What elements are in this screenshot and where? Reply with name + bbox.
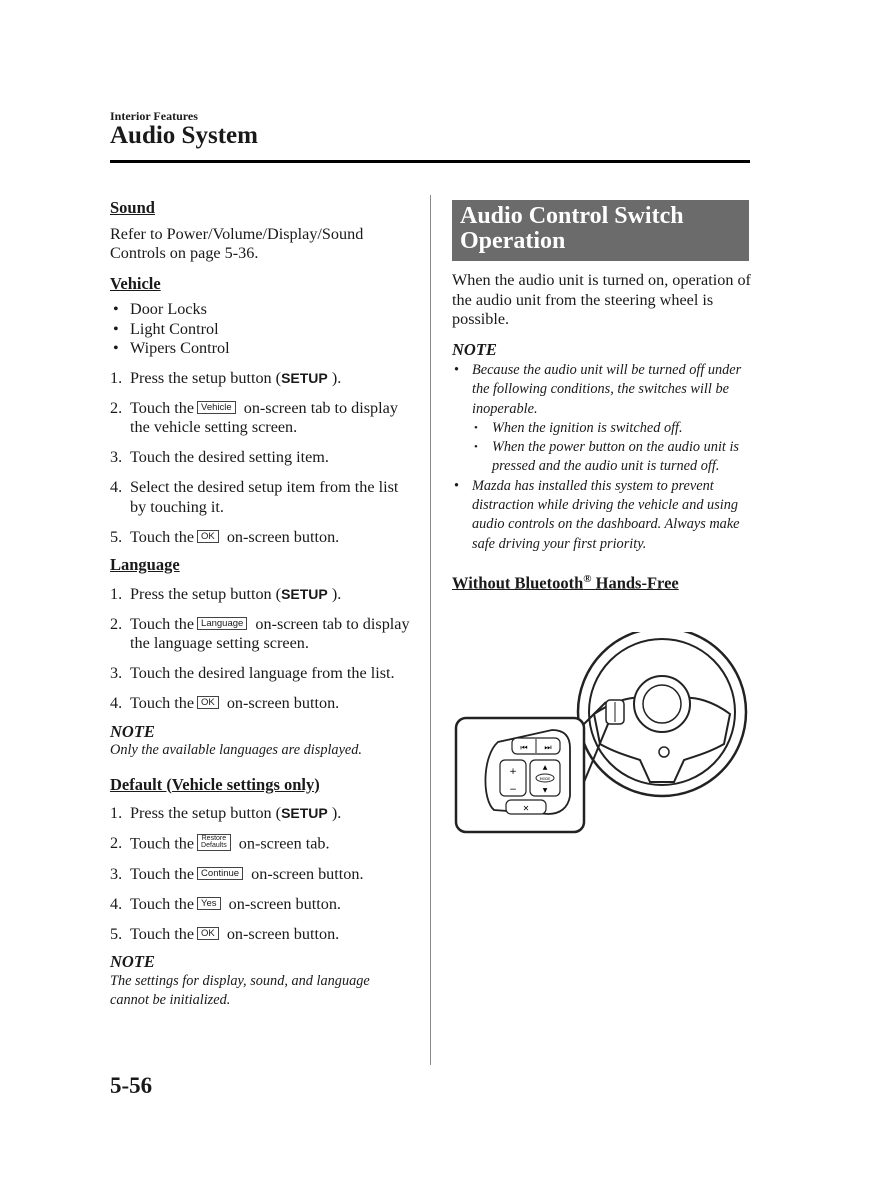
default-steps [110, 804, 410, 944]
step-item: 3. Touch the Continue on-screen button. [110, 864, 364, 883]
list-item: • Because the audio unit will be turned off under the following conditions, the switches will be inoperable. • When the ignition is switched off. • When the power button on the audio unit is pressed and the audio unit is turned off. [452, 361, 752, 477]
section-banner: Audio Control Switch Operation [452, 200, 749, 261]
list-item: • Mazda has installed this system to prevent distraction while driving the vehicle and using audio controls on the dashboard. Always make safe driving your first priority. [452, 477, 752, 554]
page-title: Audio System [110, 122, 258, 149]
right-column [452, 200, 752, 593]
language-steps [110, 585, 410, 714]
step-item: 2. Touch the Language on-screen tab to display the language setting screen. [110, 614, 410, 652]
title-rule [110, 160, 750, 163]
step-item: 5. Touch the OK on-screen button. [110, 924, 340, 943]
vehicle-heading: Vehicle [110, 273, 161, 293]
vehicle-steps [110, 369, 410, 548]
mute-icon: ✕ [522, 804, 530, 813]
ok-button-graphic: OK [197, 696, 219, 709]
setup-key-label: SETUP [281, 585, 328, 602]
list-item: • When the power button on the audio unit is pressed and the audio unit is turned off. [472, 438, 752, 477]
note-text: Only the available languages are displayed. [110, 742, 362, 758]
continue-button-graphic: Continue [197, 867, 243, 880]
step-item: 4. Select the desired setup item from the list by touching it. [110, 478, 399, 516]
note-heading: NOTE [110, 721, 155, 741]
note-text: The settings for display, sound, and language cannot be initialized. [110, 972, 370, 1008]
step-item: 4. Touch the OK on-screen button. [110, 694, 340, 712]
left-column [110, 198, 410, 1011]
setup-key-label: SETUP [281, 369, 328, 386]
steering-wheel-icon [452, 632, 752, 836]
language-heading: Language [110, 555, 180, 574]
step-item: 3. Touch the desired language from the list. [110, 664, 395, 682]
step-item: 1. Press the setup button (SETUP ). [110, 368, 342, 387]
page-number: 5-56 [110, 1073, 153, 1098]
step-item: 1. Press the setup button (SETUP ). [110, 804, 342, 822]
step-item: 2. Touch the Restore Defaults on-screen tab. [110, 834, 330, 853]
steering-wheel-figure [452, 632, 752, 836]
sound-text: Refer to Power/Volume/Display/Sound Controls on page 5-36. [110, 224, 364, 262]
step-item: 2. Touch the Vehicle on-screen tab to display the vehicle setting screen. [110, 398, 398, 436]
volume-up-icon: + [509, 767, 517, 777]
up-arrow-icon: ▲ [542, 764, 548, 771]
list-item: • When the ignition is switched off. [472, 419, 752, 438]
language-tab-graphic: Language [197, 617, 247, 630]
down-arrow-icon: ▼ [542, 787, 548, 794]
sound-heading: Sound [110, 198, 155, 217]
seek-forward-icon: ⏭ [544, 743, 552, 752]
restore-defaults-tab-graphic: Restore Defaults [197, 834, 231, 851]
step-item: 5. Touch the OK on-screen button. [110, 527, 340, 546]
mode-icon: MODE [539, 777, 551, 781]
note-list [452, 361, 752, 554]
step-item: 4. Touch the Yes on-screen button. [110, 894, 341, 913]
vehicle-tab-graphic: Vehicle [197, 401, 236, 414]
intro-text: When the audio unit is turned on, operation of the audio unit from the steering wheel is possible. [452, 271, 751, 328]
default-heading: Default (Vehicle settings only) [110, 774, 320, 794]
seek-back-icon: ⏮ [520, 743, 528, 752]
section-label: Interior Features [110, 109, 198, 123]
list-item: • Door Locks [110, 300, 410, 320]
step-item: 1. Press the setup button (SETUP ). [110, 584, 342, 603]
volume-down-icon: − [509, 785, 517, 795]
setup-key-label: SETUP [281, 805, 328, 821]
step-item: 3. Touch the desired setting item. [110, 448, 329, 466]
list-item: • Wipers Control [110, 339, 410, 359]
ok-button-graphic: OK [197, 530, 219, 543]
ok-button-graphic: OK [197, 927, 219, 940]
list-item: • Light Control [110, 320, 410, 340]
figure-heading: Without Bluetooth® Hands-Free [452, 572, 679, 593]
column-divider [430, 195, 431, 1065]
note-heading: NOTE [452, 339, 497, 359]
note-heading: NOTE [110, 952, 155, 971]
vehicle-bullets [110, 300, 410, 359]
yes-button-graphic: Yes [197, 897, 221, 910]
